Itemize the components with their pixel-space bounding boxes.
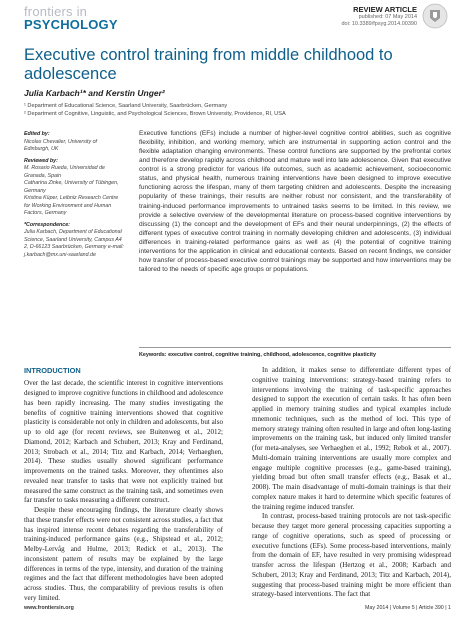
reviewed-by-label: Reviewed by: (24, 157, 58, 164)
keywords (139, 347, 451, 358)
body-column-right (252, 366, 451, 600)
article-title: Executive control training from middle childhood to adolescence (24, 46, 393, 83)
correspondence: Julia Karbach, Department of Educational Science, Saarland University, Campus A4 2, D-66123 Saarbrücken, Germany e-mail: j.karbach@mx.uni-saarland.de (24, 229, 124, 258)
reviewer-1: M. Rosario Rueda, Universidad de Granada, Spain (24, 165, 105, 179)
article-meta (341, 5, 417, 28)
body-column-left (24, 366, 223, 604)
edited-by: Nicolas Chevalier, University of Edinburgh, UK (24, 138, 98, 153)
crossmark-icon[interactable] (422, 3, 448, 29)
footer-citation-info: May 2014 | Volume 5 | Article 390 | 1 (365, 605, 451, 611)
journal-name-line1: frontiers in (24, 4, 88, 19)
intro-paragraph-3: In addition, it makes sense to differentiate different types of cognitive training interventions: strategy-based training refers to interventions involving the training of task-specific approaches designed to support the execution of certain tasks. It has often been applied in memory training studies and typical examples include mnemonic techniques, such as the method of loci. This type of memory strategy training often resulted in large and often long-lasting improvements on the training task, but induced only limited transfer (for meta-analyses, see Verhaeghen et al., 1992; Rebok et al., 2007). Multi-domain training interventions are usually more complex and engage multiple cognitive processes (e.g., game-based training), yielding broad but often small transfer effects (e.g., Basak et al., 2008). The main disadvantage of multi-domain trainings is that their complex nature makes it hard to determine which specific features of the training regime induced transfer. (252, 366, 451, 511)
keywords-label: Keywords: (139, 352, 167, 358)
doi[interactable]: doi: 10.3389/fpsyg.2014.00390 (341, 20, 417, 27)
abstract: Executive functions (EFs) include a number of higher-level cognitive control abilities, such as cognitive flexibility, inhibition, and working memory, which are instrumental in supporting action control and the flexible adaptation changing environments. These control functions are supported by the prefrontal cortex and therefore develop rapidly across childhood and mature well into late adolescence. Given that executive control is a strong predictor for various life outcomes, such as academic achievement, socioeconomic status, and physical health, numerous training interventions have been designed to improve executive functioning across the lifespan, many of them targeting children and adolescents. Despite the increasing popularity of these trainings, their results are neither robust nor consistent, and the transferability of training-induced performance improvements to untrained tasks seems to be limited. In this review, we provide a selective overview of the developmental literature on process-based cognitive interventions by discussing (1) the concept and the development of EFs and their neural underpinnings, (2) the effects of different types of executive control training in normally developing children and adolescents, (3) individual differences in training-related performance gains as well as (4) the potential of cognitive training interventions for the application in clinical and educational contexts. Based on recent findings, we consider how transfer of process-based executive control trainings may be supported and how interventions may be tailored to the needs of specific age groups or populations. (139, 130, 451, 273)
reviewer-2: Catharina Zinke, University of Tübingen, Germany (24, 180, 119, 194)
affiliation-1: ¹ Department of Educational Science, Saarland University, Saarbrücken, Germany (24, 103, 228, 109)
affiliation-2: ² Department of Cognitive, Linguistic, and Psychological Sciences, Brown University, Providence, RI, USA (24, 111, 286, 118)
section-heading-introduction: INTRODUCTION (24, 366, 81, 375)
reviewer-3: Kristina Küper, Leibniz Research Centre for Working Environment and Human Factors, Germany (24, 195, 119, 217)
article-type: REVIEW ARTICLE (353, 5, 417, 14)
correspondence-label: *Correspondence: (24, 221, 70, 228)
affiliations (24, 102, 286, 118)
journal-logo[interactable] (24, 5, 118, 31)
edited-by-label: Edited by: (24, 131, 50, 137)
keywords-text: executive control, cognitive training, childhood, adolescence, cognitive plasticity (168, 352, 376, 358)
intro-paragraph-1: Over the last decade, the scientific interest in cognitive interventions designed to improve cognitive functions in childhood and adolescence has been rapidly increasing. The many studies investigating the benefits of cognitive training interventions showed that cognitive plasticity is considerable not only in children and adolescents, but also up to old age (for recent reviews, see Buitenweg et al., 2012; Diamond, 2012; Karbach and Schubert, 2013; Kray and Ferdinand, 2013; Strobach et al., 2014; Titz and Karbach, 2014; Verhaeghen, 2014). These studies usually showed significant performance improvements on the trained tasks. Moreover, they oftentimes also revealed near transfer to tasks that were not explicitly trained but measured the same construct as the training task, and sometimes even far transfer to tasks measuring a different construct. (24, 379, 223, 505)
journal-name-line2: PSYCHOLOGY (24, 17, 118, 32)
editorial-info (24, 131, 124, 263)
authors: Julia Karbach¹* and Kerstin Unger² (24, 88, 165, 98)
footer-url-link[interactable]: www.frontiersin.org (24, 605, 74, 611)
intro-paragraph-2: Despite these encouraging findings, the literature clearly shows that these transfer effects were not consistent across studies, a fact that has inspired intense recent debates regarding the transferability of training-induced performance gains (e.g., Shipstead et al., 2012; Melby-Lervåg and Hulme, 2013; Redick et al., 2013). The inconsistent pattern of results may be explained by the large differences in terms of the type, intensity, and duration of the training regimes and the fact that different methodologies have been adopted across studies. Thus, the comparability of previous results is often very limited. (24, 506, 223, 602)
intro-paragraph-4: In contrast, process-based training protocols are not task-specific because they target more general processing capacities supporting a range of cognitive operations, such as speed of processing or executive functions (EFs). Some process-based interventions, mainly from the domain of EF, have resulted in very promising widespread transfer across the lifespan (Hertzog et al., 2008; Karbach and Schubert, 2013; Kray and Ferdinand, 2013; Titz and Karbach, 2014), suggesting that process-based training might be more efficient than strategy-based interventions. The fact that (252, 512, 451, 599)
published-date: published: 07 May 2014 (358, 14, 417, 20)
